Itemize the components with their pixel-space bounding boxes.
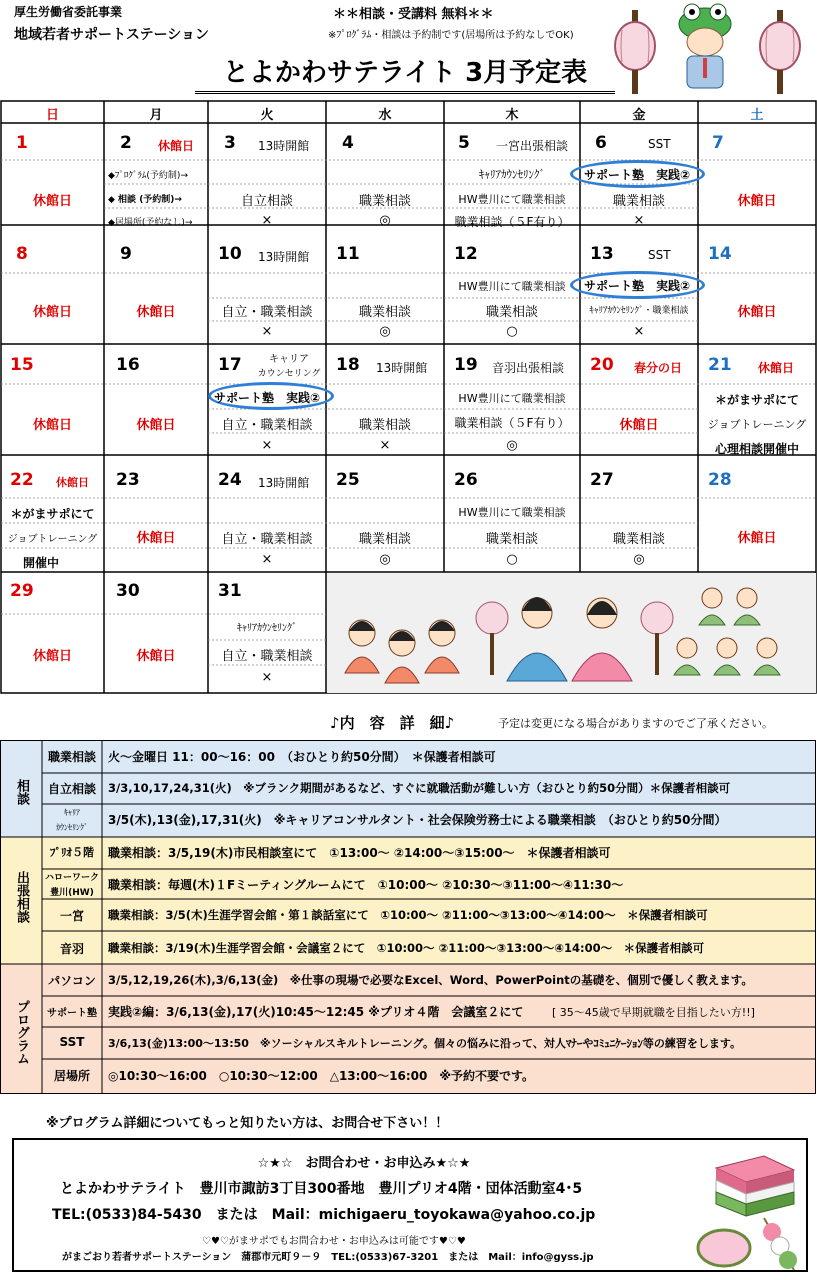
row-label: 音羽 [59, 942, 84, 956]
free-notice: ＊＊相談・受講料 無料＊＊ [333, 7, 494, 22]
date-note: 音羽出張相談 [492, 361, 565, 375]
closed-label: 休館日 [136, 531, 176, 546]
legend-place: ◆居場所(予約なし)→ [108, 218, 193, 228]
row-label: サポート塾 [47, 1008, 97, 1019]
row-label: 職業相談 [47, 750, 96, 764]
more-info-note: ※プログラム詳細についてもっと知りたい方は、お問合せ下さい！！ [46, 1116, 449, 1131]
date-18: 18 [336, 355, 360, 375]
row-label: ｷｬﾘｱ [64, 808, 80, 817]
weekday-thu: 木 [505, 108, 519, 123]
frog-mascot-illustration [665, 2, 745, 97]
gama-note: ♡♥♡がまサポでもお問合わせ・お申込みは可能です♥♡♥ [202, 1236, 466, 1247]
schedule-entry: 職業相談 [612, 532, 665, 547]
row-text: 火～金曜日 11：00～16：00 （おひとり約50分間） ＊保護者相談可 [108, 750, 496, 764]
schedule-entry: 職業相談（５F有り） [454, 215, 570, 229]
group-label-program: プログラム [14, 999, 29, 1065]
schedule-entry: × [261, 670, 273, 685]
contact-address: とよかわサテライト 豊川市諏訪3丁目300番地 豊川プリオ4階・団体活動室4･5 [60, 1181, 583, 1197]
date-note: 春分の日 [634, 361, 683, 375]
schedule-entry: × [261, 213, 273, 228]
date-27: 27 [590, 470, 614, 490]
weekday-tue: 火 [260, 108, 274, 123]
date-21: 21 [708, 355, 732, 375]
row-label: 自立相談 [47, 782, 96, 796]
date-note: 13時開館 [376, 361, 428, 375]
schedule-entry: 開催中 [22, 556, 59, 570]
schedule-entry: 自立・職業相談 [221, 532, 313, 547]
row-text: 職業相談：3/5(木)生涯学習会館・第１談話室にて ①10:00～ ②11:00～③13:00～④14:00～ ＊保護者相談可 [108, 908, 708, 922]
contact-tel-mail: TEL:(0533)84-5430 または Mail：michigaeru_toyokawa@yahoo.co.jp [52, 1207, 596, 1223]
page-title: とよかわサテライト 3月予定表 [195, 52, 615, 94]
date-note: カウンセリング [257, 369, 321, 379]
row-text: 3/5(木),13(金),17,31(火) ※キャリアコンサルタント・社会保険労務士による職業相談 （おひとり約50分間） [108, 813, 727, 827]
row-text: 職業相談：毎週(木)１Fミーティングルームにて ①10:00～ ②10:30～③11:00～④11:30～ [108, 878, 624, 892]
closed-label: 休館日 [737, 531, 777, 546]
row-text: 実践②編：3/6,13(金),17(火)10:45～12:45 ※プリオ４階 会議室２にて [108, 1005, 524, 1019]
calendar [0, 100, 817, 695]
date-28: 28 [708, 470, 732, 490]
date-note: SST [648, 248, 671, 262]
org-text: 地域若者サポートステーション [14, 27, 210, 43]
date-note: 休館日 [758, 361, 795, 375]
row-label: SST [59, 1035, 85, 1049]
row-label: パソコン [48, 974, 96, 988]
date-16: 16 [116, 355, 140, 375]
closed-label: 休館日 [32, 418, 72, 433]
date-15: 15 [10, 355, 34, 375]
closed-label: 休館日 [737, 305, 777, 320]
date-5: 5 [458, 133, 470, 153]
date-note: 休館日 [56, 476, 89, 489]
schedule-entry: 職業相談 [485, 305, 538, 320]
schedule-entry: 職業相談 [358, 305, 411, 320]
closed-label: 休館日 [737, 194, 777, 209]
schedule-entry: 職業相談 [358, 418, 411, 433]
closed-label: 休館日 [136, 305, 176, 320]
schedule-entry: × [261, 552, 273, 567]
date-note: 13時開館 [258, 250, 310, 264]
date-22: 22 [10, 470, 34, 490]
date-19: 19 [454, 355, 478, 375]
group-label-outreach: 出張相談 [14, 871, 29, 923]
date-12: 12 [454, 244, 478, 264]
schedule-entry: 職業相談 [612, 194, 665, 209]
schedule-entry: 職業相談 [358, 194, 411, 209]
schedule-entry: 心理相談開催中 [714, 442, 799, 456]
date-note: 13時開館 [258, 139, 310, 153]
schedule-entry: × [633, 324, 645, 339]
paper-lantern-illustration [610, 10, 660, 95]
weekday-mon: 月 [149, 108, 163, 123]
date-note: 休館日 [158, 139, 195, 153]
row-text: ◎10:30～16:00 ○10:30～12:00 △13:00～16:00 ※予約不要です。 [108, 1069, 535, 1083]
schedule-entry: 自立相談 [240, 194, 293, 209]
date-20: 20 [590, 355, 614, 375]
date-2: 2 [120, 133, 132, 153]
date-24: 24 [218, 470, 242, 490]
sponsor-text: 厚生労働省委託事業 [14, 5, 123, 19]
schedule-entry: ◎ [506, 438, 518, 453]
schedule-entry: 自立・職業相談 [221, 649, 313, 664]
date-23: 23 [116, 470, 140, 490]
schedule-entry: 職業相談 [358, 532, 411, 547]
closed-label: 休館日 [32, 194, 72, 209]
row-label: 一宮 [59, 909, 84, 923]
schedule-entry: × [633, 213, 645, 228]
details-note: 予定は変更になる場合がありますのでご了承ください。 [498, 717, 773, 730]
date-10: 10 [218, 244, 242, 264]
row-text: 職業相談：3/5,19(木)市民相談室にて ①13:00～ ②14:00～③15:00～ ＊保護者相談可 [108, 846, 611, 860]
date-14: 14 [708, 244, 732, 264]
schedule-entry: サポート塾 実践② [584, 168, 691, 182]
reserve-notice: ※ﾌﾟﾛｸﾞﾗﾑ・相談は予約制です(居場所は予約なしでOK) [328, 30, 574, 41]
row-note: [ 35～45歳で早期就職を目指したい方!!] [552, 1006, 755, 1019]
schedule-entry: ◎ [379, 552, 391, 567]
details-section [0, 712, 817, 1097]
closed-label: 休館日 [136, 649, 176, 664]
closed-label: 休館日 [32, 305, 72, 320]
row-label: 豊川(HW) [50, 888, 94, 898]
schedule-entry: × [261, 438, 273, 453]
header [0, 0, 817, 100]
date-13: 13 [590, 244, 614, 264]
contact-box [12, 1138, 808, 1272]
date-6: 6 [595, 133, 607, 153]
row-label: 居場所 [53, 1069, 90, 1083]
closed-label: 休館日 [32, 649, 72, 664]
date-note: SST [648, 137, 671, 151]
schedule-entry: ジョブトレーニング [7, 534, 98, 545]
schedule-entry: × [379, 438, 391, 453]
schedule-entry: ○ [506, 552, 518, 567]
row-label: ハローワーク [44, 873, 99, 883]
date-3: 3 [224, 133, 236, 153]
schedule-entry: 職業相談（５F有り） [454, 416, 570, 430]
schedule-entry: ○ [506, 324, 518, 339]
schedule-entry: ｷｬﾘｱｶｳﾝｾﾘﾝｸﾞ [237, 623, 297, 634]
legend-program: ◆ﾌﾟﾛｸﾞﾗﾑ(予約制)→ [108, 171, 188, 181]
row-label: ﾌﾟﾘｵ５階 [50, 846, 94, 859]
schedule-entry: 自立・職業相談 [221, 305, 313, 320]
weekday-fri: 金 [632, 108, 646, 123]
date-30: 30 [116, 581, 140, 601]
details-heading: ♪内 容 詳 細♪ [330, 714, 455, 732]
schedule-entry: ＊がまサポにて [10, 507, 95, 521]
schedule-entry: ジョブトレーニング [707, 418, 807, 431]
schedule-entry: ｷｬﾘｱｶｳﾝｾﾘﾝｸﾞ・職業相談 [589, 306, 689, 316]
date-note: 13時開館 [258, 476, 310, 490]
schedule-entry: ｷｬﾘｱｶｳﾝｾﾘﾝｸﾞ [479, 168, 545, 181]
schedule-entry: HW豊川にて職業相談 [458, 280, 566, 293]
contact-heading: ☆★☆ お問合わせ・お申込み★☆★ [257, 1156, 471, 1171]
schedule-entry: ◎ [379, 324, 391, 339]
closed-label: 休館日 [619, 418, 659, 433]
schedule-entry: サポート塾 実践② [214, 391, 321, 405]
paper-lantern-illustration [755, 10, 805, 95]
row-text: 職業相談：3/19(木)生涯学習会館・会議室２にて ①10:00～ ②11:00～③13:00～④14:00～ ＊保護者相談可 [108, 941, 705, 955]
schedule-entry: ◎ [379, 213, 391, 228]
date-9: 9 [120, 244, 132, 264]
schedule-entry: × [261, 324, 273, 339]
date-26: 26 [454, 470, 478, 490]
date-note: 一宮出張相談 [496, 139, 569, 153]
date-29: 29 [10, 581, 34, 601]
date-1: 1 [16, 133, 28, 153]
schedule-entry: 自立・職業相談 [221, 418, 313, 433]
weekday-sat: 土 [750, 108, 764, 123]
schedule-entry: ◎ [633, 552, 645, 567]
group-label-consult: 相談 [14, 779, 29, 805]
weekday-wed: 水 [378, 108, 392, 123]
date-17: 17 [218, 355, 242, 375]
schedule-entry: ＊がまサポにて [714, 393, 799, 407]
schedule-entry: 職業相談 [485, 532, 538, 547]
schedule-entry: HW豊川にて職業相談 [458, 392, 566, 405]
date-note: キャリア [269, 354, 309, 365]
row-text: 3/6,13(金)13:00～13:50 ※ソーシャルスキルトレーニング。個々の悩みに沿って、対人ﾏﾅｰやｺﾐｭﾆｹｰｼｮﾝ等の練習をします。 [108, 1037, 741, 1050]
date-7: 7 [712, 133, 724, 153]
date-25: 25 [336, 470, 360, 490]
date-8: 8 [16, 244, 28, 264]
closed-label: 休館日 [136, 418, 176, 433]
hishimochi-illustration [694, 1148, 806, 1272]
date-31: 31 [218, 581, 242, 601]
row-text: 3/5,12,19,26(木),3/6,13(金) ※仕事の現場で必要なExcel、Word、PowerPointの基礎を、個別で優しく教えます。 [108, 973, 753, 987]
hina-dolls-illustration [327, 573, 816, 693]
row-label: ｶｳﾝｾﾘﾝｸﾞ [56, 823, 88, 832]
schedule-entry: HW豊川にて職業相談 [458, 193, 566, 206]
date-11: 11 [336, 244, 360, 264]
gama-contact: がまごおり若者サポートステーション 蒲郡市元町９－９ TEL:(0533)67-3201 または Mail：info@gyss.jp [62, 1252, 594, 1263]
row-text: 3/3,10,17,24,31(火) ※ブランク期間があるなど、すぐに就職活動が難しい方（おひとり約50分間）＊保護者相談可 [108, 781, 731, 795]
schedule-entry: HW豊川にて職業相談 [458, 506, 566, 519]
date-4: 4 [342, 133, 354, 153]
legend-consult: ◆ 相談 (予約制)→ [108, 195, 182, 205]
weekday-sun: 日 [45, 108, 59, 123]
schedule-entry: サポート塾 実践② [584, 279, 691, 293]
